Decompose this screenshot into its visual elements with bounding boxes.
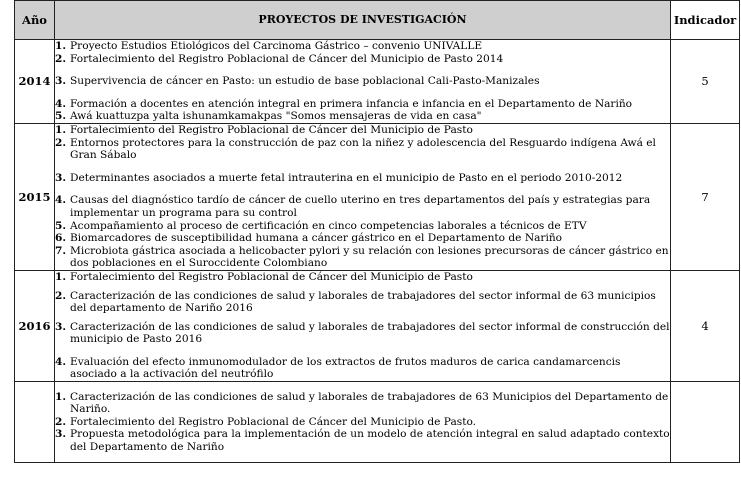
table-row	[15, 270, 740, 381]
list-item: 2. Fortalecimiento del Registro Poblacional de Cáncer del Municipio de Pasto 2014	[55, 52, 504, 65]
year-cell: 2016	[15, 270, 55, 381]
indicator-cell: 7	[671, 123, 740, 270]
list-item: 4. Evaluación del efecto inmunomodulador de los extractos de frutos maduros de carica candamarcencis asociado a la activación del neutrófilo	[55, 355, 621, 381]
projects-table	[14, 0, 740, 463]
year-column-header: Año	[15, 1, 55, 40]
list-item: 1. Caracterización de las condiciones de salud y laborales de trabajadores de 63 Municipios del Departamento de Nariño.	[55, 390, 669, 416]
projects-cell	[55, 40, 671, 124]
table-row	[15, 123, 740, 270]
list-item: 3. Propuesta metodológica para la implementación de un modelo de atención integral en salud adaptado contexto del Departamento de Nariño	[55, 428, 670, 453]
list-item: 4. Causas del diagnóstico tardío de cáncer de cuello uterino en tres departamentos del país y estrategias para implementar un programa para su control	[55, 194, 651, 219]
table-row	[15, 40, 740, 124]
list-item: 2. Entornos protectores para la construcción de paz con la niñez y adolescencia del Resguardo indígena Awá el Gran Sábalo	[55, 136, 656, 162]
year-cell: 2015	[15, 123, 55, 270]
list-item: 2. Caracterización de las condiciones de salud y laborales de trabajadores del sector informal de 63 municipios del departamento de Nariño 2016	[55, 289, 656, 315]
list-item: 2. Fortalecimiento del Registro Poblacional de Cáncer del Municipio de Pasto.	[55, 415, 477, 428]
indicator-cell	[671, 382, 740, 463]
list-item: 3. Supervivencia de cáncer en Pasto: un estudio de base poblacional Cali-Pasto-Manizales	[55, 75, 540, 88]
indicator-column-header: Indicador	[671, 1, 740, 40]
list-item: 1. Fortalecimiento del Registro Poblacional de Cáncer del Municipio de Pasto	[55, 123, 473, 136]
list-item: 7. Microbiota gástrica asociada a helicobacter pylori y su relación con lesiones precursoras de cáncer gástrico en dos poblaciones en el Suroccidente Colombiano	[55, 244, 669, 270]
list-item: 3. Determinantes asociados a muerte fetal intrauterina en el municipio de Pasto en el periodo 2010-2012	[55, 171, 623, 184]
indicator-cell: 4	[671, 270, 740, 381]
list-item: 5. Awá kuattuzpa yalta ishunamkamakpas "Somos mensajeras de vida en casa"	[55, 110, 482, 123]
projects-cell	[55, 123, 671, 270]
list-item: 5. Acompañamiento al proceso de certificación en cinco competencias laborales a técnicos de ETV	[55, 219, 587, 232]
list-item: 3. Caracterización de las condiciones de salud y laborales de trabajadores del sector informal de construcción del municipio de Pasto 2016	[55, 320, 670, 346]
year-cell	[15, 382, 55, 463]
indicator-cell: 5	[671, 40, 740, 124]
projects-cell	[55, 270, 671, 381]
projects-cell	[55, 382, 671, 463]
list-item: 1. Proyecto Estudios Etiológicos del Carcinoma Gástrico – convenio UNIVALLE	[55, 40, 483, 52]
list-item: 4. Formación a docentes en atención integral en primera infancia e infancia en el Departamento de Nariño	[55, 97, 633, 110]
table-row	[15, 382, 740, 463]
year-cell: 2014	[15, 40, 55, 124]
projects-column-header: PROYECTOS DE INVESTIGACIÓN	[55, 1, 671, 40]
list-item: 1. Fortalecimiento del Registro Poblacional de Cáncer del Municipio de Pasto	[55, 270, 473, 283]
table-header-row	[15, 1, 740, 40]
list-item: 6. Biomarcadores de susceptibilidad humana a cáncer gástrico en el Departamento de Nariño	[55, 232, 563, 245]
